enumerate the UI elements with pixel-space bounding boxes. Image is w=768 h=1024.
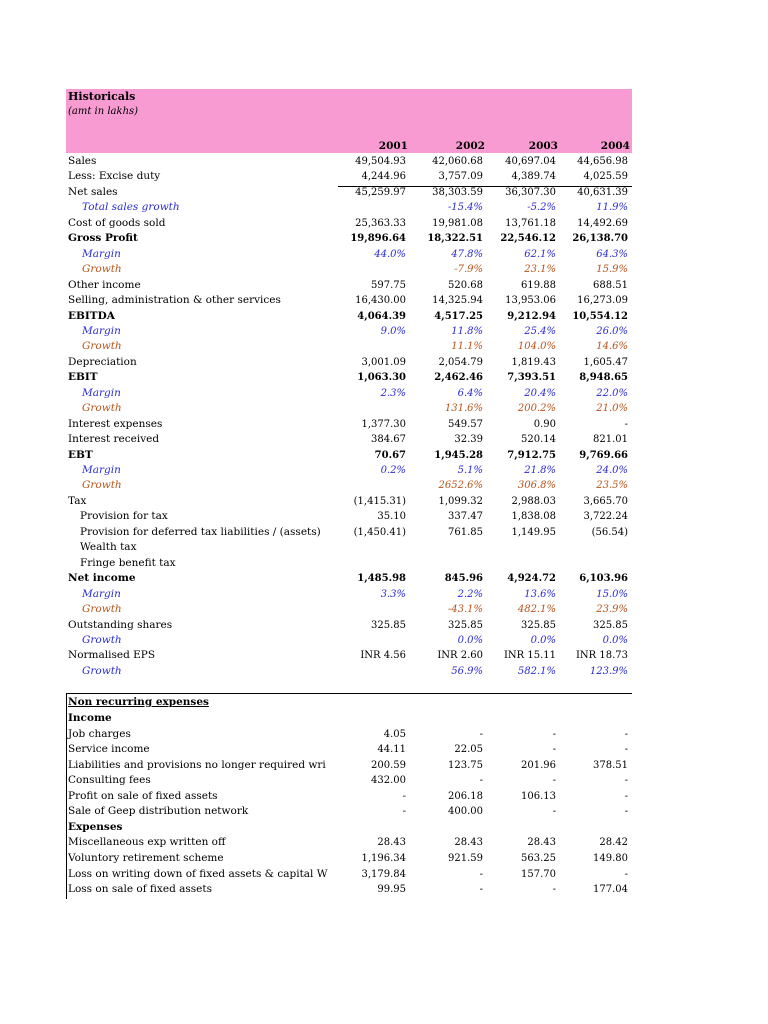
- row-label: Tax: [68, 494, 87, 507]
- table-row: [66, 742, 632, 758]
- table-row: [66, 185, 632, 201]
- row-label: Growth: [82, 633, 122, 646]
- net-sales-rule: [338, 186, 632, 187]
- table-row: [66, 820, 632, 836]
- value-cell: 6.4%: [457, 387, 483, 399]
- value-cell: 619.88: [521, 279, 556, 291]
- row-label: Gross Profit: [68, 232, 138, 245]
- value-cell: 337.47: [448, 511, 483, 523]
- table-row: [66, 386, 632, 402]
- value-cell: 1,063.30: [357, 372, 406, 384]
- table-row: [66, 247, 632, 263]
- value-cell: 7,912.75: [507, 449, 556, 461]
- value-cell: 845.96: [444, 573, 483, 585]
- row-label: Consulting fees: [68, 774, 151, 787]
- value-cell: 3,001.09: [361, 356, 406, 368]
- value-cell: 1,819.43: [511, 356, 556, 368]
- value-cell: 62.1%: [524, 248, 556, 260]
- value-cell: -: [552, 775, 556, 787]
- table-row: [66, 587, 632, 603]
- row-label: Growth: [82, 402, 122, 415]
- value-cell: -15.4%: [447, 202, 483, 214]
- value-cell: -: [552, 744, 556, 756]
- value-cell: 2.3%: [380, 387, 406, 399]
- row-label: Job charges: [68, 727, 131, 740]
- value-cell: 3,665.70: [583, 495, 628, 507]
- value-cell: 19,896.64: [350, 233, 406, 245]
- table-row: [66, 618, 632, 634]
- nonrecurring-title-row: [66, 695, 632, 711]
- row-label: Service income: [68, 743, 150, 756]
- row-label: Wealth tax: [80, 541, 137, 554]
- row-label: Margin: [82, 587, 121, 600]
- table-row: [66, 727, 632, 743]
- value-cell: 0.0%: [457, 634, 483, 646]
- table-row: [66, 525, 632, 541]
- value-cell: 25,363.33: [355, 217, 406, 229]
- row-label: Total sales growth: [82, 201, 180, 214]
- row-label: Liabilities and provisions no longer required wri: [68, 758, 326, 771]
- value-cell: 42,060.68: [432, 156, 483, 167]
- row-label: EBIT: [68, 371, 98, 384]
- value-cell: 36,307.30: [505, 186, 556, 198]
- value-cell: 921.59: [448, 852, 483, 864]
- table-row: [66, 370, 632, 386]
- value-cell: 13,953.06: [505, 295, 556, 307]
- value-cell: 2,054.79: [438, 356, 483, 368]
- value-cell: 45,259.97: [355, 186, 406, 198]
- value-cell: 563.25: [521, 852, 556, 864]
- row-label: Growth: [82, 603, 122, 616]
- value-cell: 1,945.28: [434, 449, 483, 461]
- sheet-title: Historicals: [68, 90, 136, 103]
- row-label: EBITDA: [68, 309, 115, 322]
- value-cell: INR 2.60: [437, 650, 483, 662]
- value-cell: 14,325.94: [432, 295, 483, 307]
- value-cell: 325.85: [593, 619, 628, 631]
- row-label: Sales: [68, 155, 97, 167]
- table-row: [66, 789, 632, 805]
- value-cell: 123.75: [448, 759, 483, 771]
- row-label: Net sales: [68, 185, 118, 198]
- value-cell: 1,485.98: [357, 573, 406, 585]
- value-cell: 597.75: [371, 279, 406, 291]
- row-label: Outstanding shares: [68, 618, 173, 631]
- value-cell: 201.96: [521, 759, 556, 771]
- value-cell: 206.18: [448, 790, 483, 802]
- value-cell: -5.2%: [527, 202, 556, 214]
- value-cell: -: [552, 806, 556, 818]
- value-cell: 26.0%: [596, 325, 628, 337]
- table-row: [66, 432, 632, 448]
- value-cell: 70.67: [374, 449, 406, 461]
- value-cell: (1,415.31): [353, 495, 406, 507]
- row-label: Depreciation: [68, 355, 137, 368]
- value-cell: 1,099.32: [438, 495, 483, 507]
- value-cell: 2652.6%: [438, 480, 483, 492]
- table-row: [66, 417, 632, 433]
- sheet-subtitle: (amt in lakhs): [68, 106, 139, 117]
- value-cell: 8,948.65: [579, 372, 628, 384]
- value-cell: -: [479, 868, 483, 880]
- table-row: [66, 200, 632, 216]
- value-cell: 28.42: [599, 837, 628, 849]
- row-label: Margin: [82, 464, 121, 476]
- value-cell: 28.43: [377, 837, 406, 849]
- table-row: [66, 648, 632, 664]
- value-cell: 44.11: [377, 744, 406, 756]
- value-cell: 24.0%: [596, 465, 628, 476]
- value-cell: 7,393.51: [507, 372, 556, 384]
- value-cell: 15.0%: [596, 588, 628, 600]
- table-row: [66, 773, 632, 789]
- row-label: Income: [68, 712, 112, 724]
- value-cell: 761.85: [448, 526, 483, 538]
- value-cell: 378.51: [593, 759, 628, 771]
- value-cell: 35.10: [377, 511, 406, 523]
- value-cell: 11.1%: [451, 341, 483, 353]
- value-cell: 4,025.59: [583, 171, 628, 183]
- value-cell: 11.8%: [451, 325, 483, 337]
- value-cell: 5.1%: [457, 465, 483, 476]
- value-cell: 4,064.39: [357, 310, 406, 322]
- table-row: [66, 169, 632, 185]
- value-cell: -7.9%: [454, 264, 483, 276]
- value-cell: 0.90: [533, 418, 556, 430]
- row-label: Loss on sale of fixed assets: [68, 883, 212, 896]
- value-cell: 482.1%: [517, 604, 556, 616]
- value-cell: 2.2%: [457, 588, 483, 600]
- value-cell: -: [624, 728, 628, 740]
- value-cell: 22,546.12: [500, 233, 556, 245]
- table-row: [66, 401, 632, 417]
- row-label: Other income: [68, 278, 141, 291]
- row-label: Provision for tax: [80, 510, 168, 523]
- value-cell: 3,179.84: [361, 868, 406, 880]
- row-label: Voluntory retirement scheme: [68, 851, 224, 864]
- value-cell: 200.59: [371, 759, 406, 771]
- value-cell: 306.8%: [517, 480, 556, 492]
- value-cell: 3,722.24: [583, 511, 628, 523]
- value-cell: 1,605.47: [583, 356, 628, 368]
- row-label: Sale of Geep distribution network: [68, 805, 249, 818]
- table-row: [66, 571, 632, 587]
- value-cell: 9,212.94: [507, 310, 556, 322]
- value-cell: 3,757.09: [438, 171, 483, 183]
- value-cell: -: [624, 868, 628, 880]
- table-row: [66, 867, 632, 883]
- row-label: Growth: [82, 664, 122, 677]
- value-cell: 13,761.18: [505, 217, 556, 229]
- row-label: Margin: [82, 247, 121, 260]
- value-cell: 23.9%: [596, 604, 628, 616]
- table-row: [66, 278, 632, 294]
- value-cell: 26,138.70: [572, 233, 628, 245]
- value-cell: 22.0%: [596, 387, 628, 399]
- value-cell: 200.2%: [517, 403, 556, 415]
- table-row: [66, 556, 632, 572]
- row-label: Less: Excise duty: [68, 170, 161, 183]
- value-cell: 1,377.30: [361, 418, 406, 430]
- value-cell: 44.0%: [374, 248, 406, 260]
- value-cell: 4,517.25: [434, 310, 483, 322]
- value-cell: (56.54): [591, 526, 628, 538]
- value-cell: 38,303.59: [432, 186, 483, 198]
- value-cell: 149.80: [593, 852, 628, 864]
- value-cell: -: [402, 790, 406, 802]
- year-header: 2002: [455, 140, 485, 152]
- table-row: [66, 262, 632, 278]
- value-cell: 582.1%: [517, 665, 556, 677]
- value-cell: -: [552, 728, 556, 740]
- value-cell: 9,769.66: [579, 449, 628, 461]
- table-row: [66, 633, 632, 649]
- row-label: Margin: [82, 324, 121, 337]
- table-row: [66, 602, 632, 618]
- value-cell: 13.6%: [524, 588, 556, 600]
- value-cell: 21.0%: [596, 403, 628, 415]
- value-cell: 688.51: [593, 279, 628, 291]
- year-header: 2001: [378, 140, 408, 152]
- value-cell: 0.0%: [602, 634, 628, 646]
- value-cell: 2,988.03: [511, 495, 556, 507]
- nonrecurring-title: Non recurring expenses: [68, 696, 209, 708]
- value-cell: INR 18.73: [575, 650, 628, 662]
- value-cell: 28.43: [527, 837, 556, 849]
- value-cell: 49,504.93: [355, 156, 406, 167]
- value-cell: 25.4%: [524, 325, 556, 337]
- table-row: [66, 216, 632, 232]
- value-cell: 28.43: [454, 837, 483, 849]
- table-row: [66, 494, 632, 510]
- row-label: EBT: [68, 448, 93, 461]
- value-cell: 325.85: [521, 619, 556, 631]
- value-cell: 104.0%: [517, 341, 556, 353]
- value-cell: 23.1%: [524, 264, 556, 276]
- table-row: [66, 540, 632, 556]
- value-cell: 549.57: [448, 418, 483, 430]
- table-row: [66, 154, 632, 170]
- value-cell: 4,244.96: [361, 171, 406, 183]
- table-row: [66, 448, 632, 464]
- value-cell: 21.8%: [524, 465, 556, 476]
- row-label: Provision for deferred tax liabilities / (assets): [80, 525, 321, 538]
- value-cell: 18,322.51: [427, 233, 483, 245]
- table-row: [66, 711, 632, 727]
- value-cell: -: [624, 744, 628, 756]
- value-cell: 6,103.96: [579, 573, 628, 585]
- value-cell: 16,273.09: [577, 295, 628, 307]
- row-label: Selling, administration & other services: [68, 294, 281, 307]
- value-cell: 106.13: [521, 790, 556, 802]
- value-cell: 177.04: [593, 884, 628, 896]
- value-cell: INR 15.11: [503, 650, 556, 662]
- table-row: [66, 324, 632, 340]
- value-cell: -: [479, 884, 483, 896]
- table-row: [66, 509, 632, 525]
- value-cell: -: [479, 728, 483, 740]
- value-cell: (1,450.41): [353, 526, 406, 538]
- value-cell: 14.6%: [596, 341, 628, 353]
- row-label: Growth: [82, 263, 122, 276]
- value-cell: 56.9%: [451, 665, 483, 677]
- value-cell: 4,924.72: [507, 573, 556, 585]
- row-label: Net income: [68, 572, 136, 585]
- table-row: [66, 758, 632, 774]
- value-cell: 23.5%: [596, 480, 628, 492]
- table-row: [66, 309, 632, 325]
- row-label: Miscellaneous exp written off: [68, 836, 226, 849]
- row-label: Interest expenses: [68, 417, 163, 430]
- year-header-row: [340, 140, 630, 154]
- row-label: Cost of goods sold: [68, 216, 166, 229]
- value-cell: 1,196.34: [361, 852, 406, 864]
- value-cell: -43.1%: [447, 604, 483, 616]
- value-cell: 821.01: [593, 434, 628, 446]
- table-row: [66, 339, 632, 355]
- value-cell: 40,697.04: [505, 156, 556, 167]
- year-header: 2004: [600, 140, 630, 152]
- value-cell: -: [624, 790, 628, 802]
- value-cell: 14,492.69: [577, 217, 628, 229]
- value-cell: 2,462.46: [434, 372, 483, 384]
- row-label: Expenses: [68, 820, 123, 833]
- value-cell: 40,631.39: [577, 186, 628, 198]
- value-cell: 16,430.00: [355, 295, 406, 307]
- table-row: [66, 804, 632, 820]
- year-header: 2003: [528, 140, 558, 152]
- value-cell: 11.9%: [596, 202, 628, 214]
- value-cell: 157.70: [521, 868, 556, 880]
- table-row: [66, 664, 632, 680]
- table-row: [66, 355, 632, 371]
- value-cell: 9.0%: [380, 325, 406, 337]
- value-cell: 520.14: [521, 434, 556, 446]
- value-cell: -: [624, 775, 628, 787]
- value-cell: -: [624, 418, 628, 430]
- value-cell: 19,981.08: [432, 217, 483, 229]
- table-row: [66, 835, 632, 851]
- value-cell: 325.85: [448, 619, 483, 631]
- value-cell: 4.05: [383, 728, 406, 740]
- row-label: Fringe benefit tax: [80, 556, 176, 569]
- value-cell: 123.9%: [589, 665, 628, 677]
- value-cell: INR 4.56: [360, 650, 406, 662]
- value-cell: 32.39: [454, 434, 483, 446]
- value-cell: 4,389.74: [511, 171, 556, 183]
- value-cell: 384.67: [371, 434, 406, 446]
- table-row: [66, 882, 632, 898]
- value-cell: -: [552, 884, 556, 896]
- table-row: [66, 293, 632, 309]
- value-cell: 3.3%: [380, 588, 406, 600]
- nonrecurring-top-rule: [66, 693, 632, 694]
- table-row: [66, 231, 632, 247]
- value-cell: 10,554.12: [572, 310, 628, 322]
- value-cell: 20.4%: [524, 387, 556, 399]
- value-cell: 0.2%: [380, 465, 406, 476]
- value-cell: 131.6%: [444, 403, 483, 415]
- value-cell: 64.3%: [596, 248, 628, 260]
- row-label: Margin: [82, 386, 121, 399]
- value-cell: -: [624, 806, 628, 818]
- table-row: [66, 463, 632, 479]
- row-label: Profit on sale of fixed assets: [68, 789, 218, 802]
- row-label: Normalised EPS: [68, 649, 156, 662]
- value-cell: 400.00: [448, 806, 483, 818]
- value-cell: -: [479, 775, 483, 787]
- row-label: Growth: [82, 479, 122, 492]
- value-cell: 0.0%: [530, 634, 556, 646]
- value-cell: 99.95: [377, 884, 406, 896]
- value-cell: 520.68: [448, 279, 483, 291]
- value-cell: -: [402, 806, 406, 818]
- value-cell: 1,838.08: [511, 511, 556, 523]
- value-cell: 1,149.95: [511, 526, 556, 538]
- value-cell: 15.9%: [596, 264, 628, 276]
- value-cell: 47.8%: [451, 248, 483, 260]
- row-label: Interest received: [68, 433, 160, 446]
- table-row: [66, 851, 632, 867]
- value-cell: 22.05: [454, 744, 483, 756]
- row-label: Loss on writing down of fixed assets & capital W: [68, 867, 328, 880]
- table-row: [66, 478, 632, 494]
- row-label: Growth: [82, 340, 122, 353]
- value-cell: 325.85: [371, 619, 406, 631]
- value-cell: 432.00: [371, 775, 406, 787]
- value-cell: 44,656.98: [577, 156, 628, 167]
